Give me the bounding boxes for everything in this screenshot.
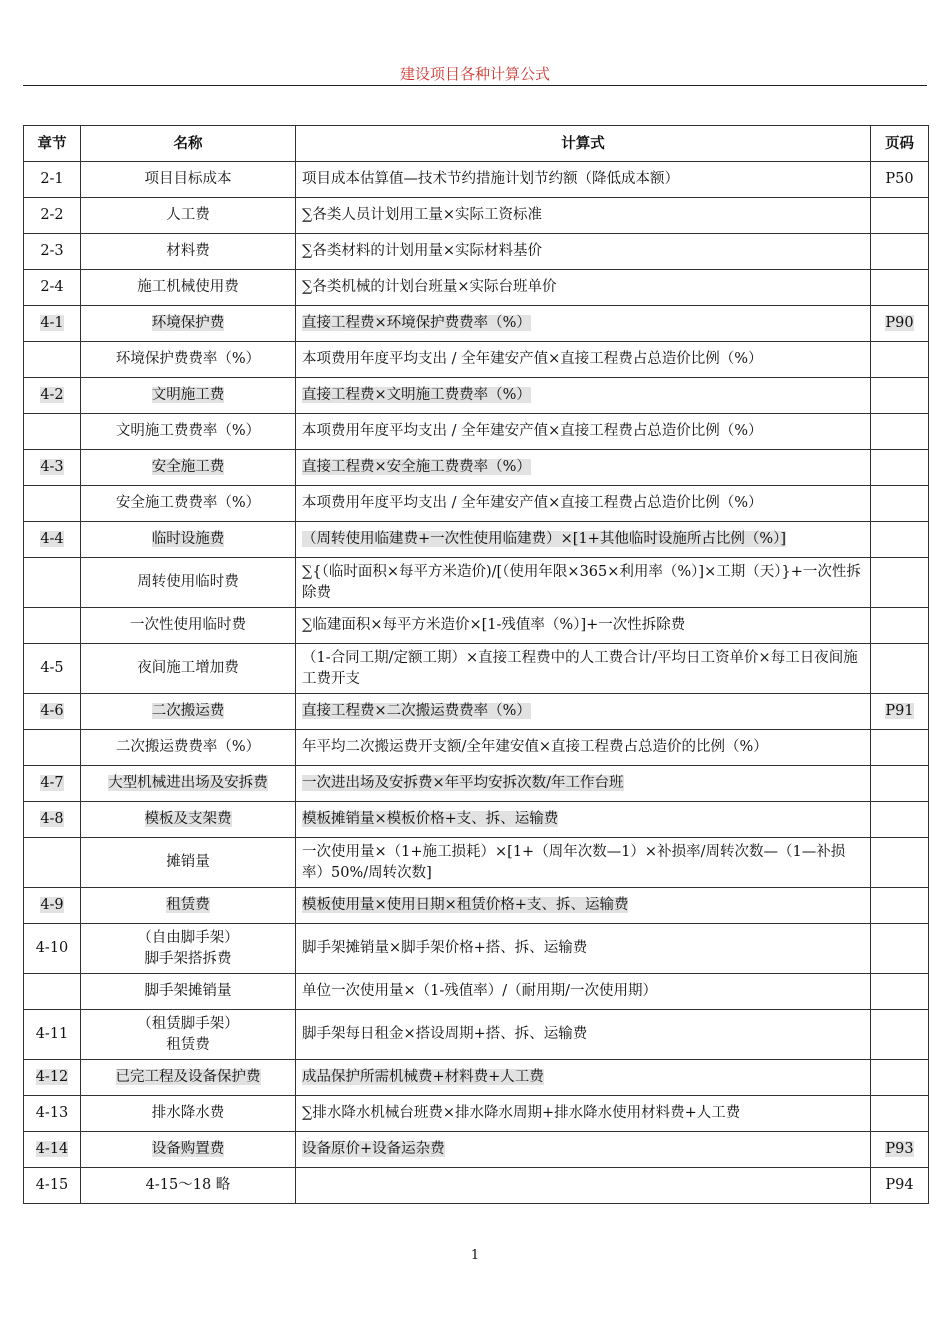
table-row [24,450,929,486]
page-cell [871,234,929,270]
section-cell [24,270,81,306]
name-cell [81,730,296,766]
page-cell [871,1010,929,1060]
table-row [24,802,929,838]
name-cell [81,694,296,730]
formula-cell [296,802,871,838]
section-cell-text: 4-13 [35,1105,69,1121]
name-cell-text: 环境保护费费率（%） [115,351,261,367]
formula-cell [296,838,871,888]
name-cell [81,1010,296,1060]
formula-cell-text: ∑各类人员计划用工量×实际工资标准 [302,207,542,223]
name-cell [81,924,296,974]
name-cell-text: 4-15～18 略 [145,1177,231,1193]
name-cell-text: 已完工程及设备保护费 [115,1069,261,1085]
name-cell [81,414,296,450]
name-cell-text: 文明施工费 [151,387,225,403]
section-cell [24,730,81,766]
formula-cell-text: 本项费用年度平均支出 / 全年建安产值×直接工程费占总造价比例（%） [302,351,763,367]
formula-table [23,125,929,1204]
name-cell-text: 临时设施费 [151,531,225,547]
section-cell [24,802,81,838]
name-cell-text: 摊销量 [166,854,210,870]
formula-cell [296,644,871,694]
formula-cell [296,766,871,802]
formula-cell [296,1010,871,1060]
page-cell [871,162,929,198]
section-cell [24,234,81,270]
page-cell-text: P94 [885,1177,914,1193]
formula-cell-text: 脚手架摊销量×脚手架价格+搭、拆、运输费 [302,940,588,956]
formula-cell-text: 直接工程费×文明施工费费率（%） [302,387,531,403]
table-row [24,1010,929,1060]
page-cell [871,378,929,414]
section-cell [24,306,81,342]
name-cell-text: （自由脚手架） 脚手架搭拆费 [137,929,239,967]
section-cell-text: 4-12 [35,1069,69,1085]
section-cell [24,342,81,378]
name-cell-text: 安全施工费费率（%） [115,495,261,511]
table-row [24,234,929,270]
formula-cell [296,378,871,414]
formula-cell-text: 年平均二次搬运费开支额/全年建安值×直接工程费占总造价的比例（%） [302,739,768,755]
section-cell-text: 4-5 [40,660,64,676]
name-cell [81,974,296,1010]
table-row [24,924,929,974]
name-cell [81,450,296,486]
formula-cell [296,888,871,924]
section-cell [24,450,81,486]
name-cell [81,888,296,924]
table-row [24,838,929,888]
page-cell [871,1060,929,1096]
formula-cell-text: （1-合同工期/定额工期）×直接工程费中的人工费合计/平均日工资单价×每工日夜间施工费开支 [302,649,858,687]
section-cell-text: 4-2 [40,387,64,403]
section-cell [24,1168,81,1204]
table-row [24,1096,929,1132]
section-cell-text: 4-14 [35,1141,69,1157]
page-cell [871,608,929,644]
section-cell [24,924,81,974]
table-row [24,378,929,414]
formula-cell-text: ∑排水降水机械台班费×排水降水周期+排水降水使用材料费+人工费 [302,1105,741,1121]
formula-cell-text: （周转使用临建费+一次性使用临建费）×[1+其他临时设施所占比例（%）] [302,531,787,547]
section-cell [24,1060,81,1096]
formula-cell-text: 成品保护所需机械费+材料费+人工费 [302,1069,544,1085]
name-cell-text: 排水降水费 [151,1105,225,1121]
name-cell [81,198,296,234]
name-cell [81,1060,296,1096]
name-cell [81,234,296,270]
formula-cell-text: ∑各类机械的计划台班量×实际台班单价 [302,279,557,295]
section-cell [24,838,81,888]
header-page: 页码 [871,126,929,162]
section-cell [24,486,81,522]
formula-cell [296,608,871,644]
section-cell-text: 2-2 [40,207,64,223]
page-cell [871,558,929,608]
formula-cell-text: 直接工程费×环境保护费费率（%） [302,315,531,331]
formula-cell [296,1168,871,1204]
header-formula: 计算式 [296,126,871,162]
table-row [24,644,929,694]
name-cell [81,306,296,342]
section-cell [24,1096,81,1132]
table-row [24,486,929,522]
document-title: 建设项目各种计算公式 [399,65,550,83]
formula-cell [296,730,871,766]
formula-cell [296,162,871,198]
section-cell-text: 2-1 [40,171,64,187]
name-cell [81,342,296,378]
name-cell-text: 项目目标成本 [144,171,232,187]
formula-cell [296,1132,871,1168]
section-cell-text: 4-11 [35,1026,69,1042]
table-row [24,730,929,766]
page-cell-text: P91 [885,703,914,719]
name-cell-text: 夜间施工增加费 [137,660,239,676]
section-cell [24,888,81,924]
section-cell [24,1010,81,1060]
section-cell [24,1132,81,1168]
page-cell [871,1096,929,1132]
name-cell-text: 人工费 [166,207,210,223]
section-cell [24,974,81,1010]
name-cell-text: 租赁费 [166,897,210,913]
section-cell [24,522,81,558]
page-cell [871,450,929,486]
page-cell [871,694,929,730]
header-section: 章节 [24,126,81,162]
page-cell [871,486,929,522]
page-cell-text: P50 [885,171,914,187]
section-cell [24,766,81,802]
name-cell-text: 二次搬运费 [151,703,225,719]
name-cell [81,270,296,306]
name-cell [81,802,296,838]
section-cell-text: 4-10 [35,940,69,956]
page-cell [871,522,929,558]
table-row [24,522,929,558]
page-cell [871,888,929,924]
table-row [24,974,929,1010]
page-cell-text: P93 [885,1141,914,1157]
name-cell-text: 脚手架摊销量 [144,983,232,999]
formula-cell-text: 本项费用年度平均支出 / 全年建安产值×直接工程费占总造价比例（%） [302,423,763,439]
page-cell [871,1168,929,1204]
section-cell [24,414,81,450]
name-cell-text: 环境保护费 [151,315,225,331]
formula-cell-text: 单位一次使用量×（1-残值率）/（耐用期/一次使用期） [302,983,658,999]
formula-cell-text: 脚手架每日租金×搭设周期+搭、拆、运输费 [302,1026,588,1042]
table-row [24,1060,929,1096]
formula-cell-text: 模板摊销量×模板价格+支、拆、运输费 [302,811,559,827]
name-cell-text: 周转使用临时费 [137,574,239,590]
section-cell-text: 4-7 [40,775,64,791]
table-row [24,888,929,924]
formula-cell [296,974,871,1010]
formula-cell-text: 本项费用年度平均支出 / 全年建安产值×直接工程费占总造价比例（%） [302,495,763,511]
formula-cell-text: ∑各类材料的计划用量×实际材料基价 [302,243,542,259]
section-cell [24,694,81,730]
name-cell [81,558,296,608]
page-cell [871,342,929,378]
table-row [24,694,929,730]
page-cell [871,414,929,450]
table-row [24,608,929,644]
formula-cell [296,1060,871,1096]
formula-cell [296,234,871,270]
page-cell [871,974,929,1010]
formula-cell-text: 直接工程费×二次搬运费费率（%） [302,703,531,719]
section-cell [24,198,81,234]
name-cell [81,838,296,888]
name-cell-text: 大型机械进出场及安拆费 [108,775,268,791]
section-cell-text: 2-3 [40,243,64,259]
table-row [24,558,929,608]
formula-cell [296,924,871,974]
name-cell-text: 一次性使用临时费 [130,617,246,633]
table-row [24,162,929,198]
name-cell-text: 材料费 [166,243,210,259]
name-cell [81,608,296,644]
table-row [24,1168,929,1204]
section-cell [24,558,81,608]
table-row [24,414,929,450]
section-cell-text: 4-6 [40,703,64,719]
page-number: 1 [470,1248,480,1263]
section-cell-text: 4-4 [40,531,64,547]
name-cell-text: 设备购置费 [151,1141,225,1157]
name-cell-text: （租赁脚手架） 租赁费 [137,1015,239,1053]
page-cell [871,766,929,802]
formula-cell-text: 一次进出场及安拆费×年平均安拆次数/年工作台班 [302,775,624,791]
name-cell [81,378,296,414]
section-cell [24,378,81,414]
page-cell [871,270,929,306]
table-body [24,162,929,1204]
name-cell-text: 安全施工费 [151,459,225,475]
section-cell-text: 4-8 [40,811,64,827]
table-row [24,270,929,306]
page-cell [871,802,929,838]
section-cell-text: 4-9 [40,897,64,913]
formula-cell [296,414,871,450]
table-row [24,766,929,802]
name-cell [81,522,296,558]
formula-cell [296,450,871,486]
section-cell-text: 4-15 [35,1177,69,1193]
name-cell [81,162,296,198]
formula-cell [296,342,871,378]
formula-cell [296,522,871,558]
page-cell-text: P90 [885,315,914,331]
formula-cell-text: 直接工程费×安全施工费费率（%） [302,459,531,475]
page-cell [871,198,929,234]
table-header-row [24,126,929,162]
table-row [24,306,929,342]
page-cell [871,838,929,888]
section-cell [24,644,81,694]
name-cell [81,1168,296,1204]
name-cell-text: 施工机械使用费 [137,279,239,295]
formula-cell [296,270,871,306]
header-name: 名称 [81,126,296,162]
name-cell-text: 模板及支架费 [144,811,232,827]
section-cell [24,608,81,644]
formula-cell [296,1096,871,1132]
name-cell-text: 文明施工费费率（%） [115,423,261,439]
formula-cell [296,486,871,522]
section-cell-text: 4-3 [40,459,64,475]
formula-cell-text: 设备原价+设备运杂费 [302,1141,445,1157]
formula-cell-text: 项目成本估算值—技术节约措施计划节约额（降低成本额） [302,171,679,187]
formula-cell-text: 模板使用量×使用日期×租赁价格+支、拆、运输费 [302,897,629,913]
formula-cell [296,306,871,342]
name-cell [81,644,296,694]
formula-cell-text: ∑临建面积×每平方米造价×[1-残值率（%）]+一次性拆除费 [302,617,686,633]
formula-cell [296,694,871,730]
section-cell-text: 4-1 [40,315,64,331]
table-row [24,198,929,234]
formula-cell [296,198,871,234]
table-row [24,342,929,378]
formula-cell-text: 一次使用量×（1+施工损耗）×[1+（周年次数—1）×补损率/周转次数—（1—补损率）50%/周转次数] [302,843,846,881]
header-rule [23,85,927,86]
table-row [24,1132,929,1168]
name-cell-text: 二次搬运费费率（%） [115,739,261,755]
section-cell-text: 2-4 [40,279,64,295]
page-cell [871,924,929,974]
formula-cell-text: ∑{（临时面积×每平方米造价)/[（使用年限×365×利用率（%）]×工期（天）}+一次性拆除费 [302,563,861,601]
page-cell [871,306,929,342]
name-cell [81,1096,296,1132]
formula-cell [296,558,871,608]
name-cell [81,1132,296,1168]
section-cell [24,162,81,198]
name-cell [81,486,296,522]
page-cell [871,1132,929,1168]
page-cell [871,644,929,694]
page-cell [871,730,929,766]
name-cell [81,766,296,802]
